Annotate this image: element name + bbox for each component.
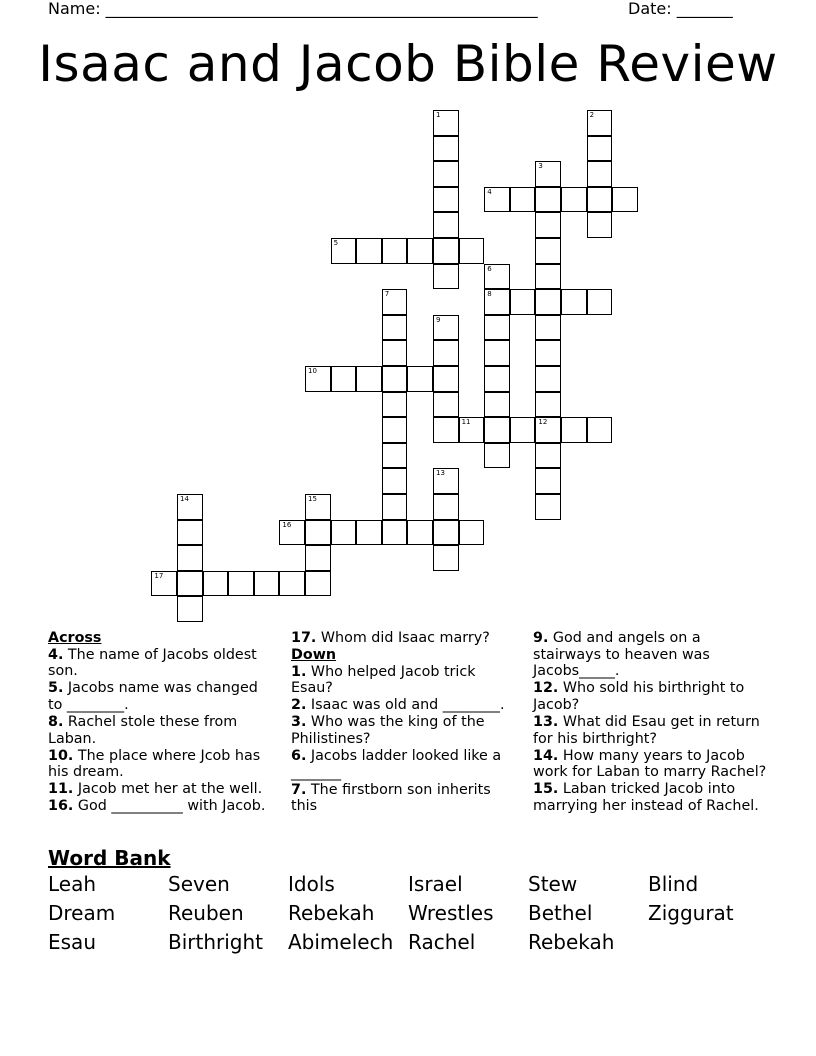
down-clue	[291, 782, 516, 815]
word-bank-word: Esau	[48, 930, 96, 954]
down-clue	[291, 748, 516, 781]
clue-text: Laban tricked Jacob into marrying her instead of Rachel.	[533, 781, 759, 814]
grid-cell[interactable]	[177, 494, 203, 520]
clues-column-2	[291, 630, 516, 816]
across-heading: Across	[48, 630, 102, 646]
grid-cell[interactable]	[535, 315, 561, 341]
clue-text: How many years to Jacob work for Laban to marry Rachel?	[533, 747, 767, 781]
clue-number-label: 7.	[291, 781, 307, 798]
clue-number: 1	[436, 111, 441, 119]
down-clue	[291, 714, 516, 747]
grid-cell[interactable]	[331, 366, 357, 392]
grid-cell[interactable]	[587, 289, 613, 315]
word-bank-word: Stew	[528, 872, 578, 896]
clue-number-label: 2.	[291, 697, 307, 714]
grid-cell[interactable]	[510, 187, 536, 213]
down-clue	[533, 680, 773, 713]
grid-cell[interactable]	[561, 289, 587, 315]
clue-number: 8	[487, 290, 492, 299]
clue-number: 11	[461, 418, 471, 427]
grid-cell[interactable]	[433, 468, 459, 494]
grid-cell[interactable]	[459, 238, 485, 264]
clue-number-label: 16.	[48, 798, 74, 815]
clue-text: Jacobs ladder looked like a _______	[291, 748, 502, 781]
grid-cell[interactable]	[535, 289, 561, 315]
grid-cell[interactable]	[535, 468, 561, 494]
clue-number: 16	[282, 520, 292, 529]
grid-cell[interactable]	[535, 264, 561, 290]
clue-number-label: 9.	[533, 630, 549, 646]
grid-cell[interactable]	[356, 520, 382, 546]
clue-text: Isaac was old and ________.	[306, 697, 505, 714]
grid-cell[interactable]	[279, 520, 305, 546]
clues-column-1	[48, 630, 276, 816]
clue-number: 2	[589, 111, 595, 119]
clues-column-3	[533, 630, 773, 815]
clue-number-label: 14.	[533, 747, 559, 764]
grid-cell[interactable]	[561, 187, 587, 213]
clue-number-label: 8.	[48, 713, 64, 730]
grid-cell[interactable]	[151, 571, 177, 597]
word-bank-word: Birthright	[168, 930, 264, 954]
grid-cell[interactable]	[484, 417, 510, 443]
grid-cell[interactable]	[331, 238, 357, 264]
grid-cell[interactable]	[433, 315, 459, 341]
grid-cell[interactable]	[382, 315, 408, 341]
grid-cell[interactable]	[587, 161, 613, 187]
clue-number: 4	[487, 187, 492, 196]
word-bank-word: Rebekah	[528, 930, 615, 954]
clue-text: Whom did Isaac marry?	[316, 630, 490, 646]
word-bank-word: Rachel	[408, 930, 476, 954]
clue-number: 17	[154, 571, 164, 580]
name-line: Name: ______________________________________________________	[48, 0, 538, 18]
clue-text: God __________ with Jacob.	[73, 798, 266, 815]
down-heading: Down	[291, 647, 337, 664]
down-clue	[291, 697, 516, 714]
grid-cell[interactable]	[382, 417, 408, 443]
grid-cell[interactable]	[305, 545, 331, 571]
grid-cell[interactable]	[382, 366, 408, 392]
grid-cell[interactable]	[535, 161, 561, 187]
clue-number: 5	[333, 239, 339, 247]
word-bank-word: Leah	[48, 872, 97, 896]
grid-cell[interactable]	[382, 494, 408, 520]
across-clue	[291, 630, 516, 647]
grid-cell[interactable]	[177, 520, 203, 546]
grid-cell[interactable]	[382, 340, 408, 366]
grid-cell[interactable]	[459, 520, 485, 546]
clue-number: 10	[308, 367, 317, 375]
clue-number-label: 10.	[48, 747, 74, 764]
page-title: Isaac and Jacob Bible Review	[38, 35, 778, 93]
grid-cell[interactable]	[433, 161, 459, 187]
clue-number: 13	[436, 469, 445, 478]
grid-cell[interactable]	[433, 340, 459, 366]
clue-text: Who sold his birthright to Jacob?	[533, 680, 745, 713]
grid-cell[interactable]	[535, 392, 561, 418]
grid-cell[interactable]	[561, 417, 587, 443]
grid-cell[interactable]	[535, 366, 561, 392]
clue-text: Jacobs name was changed to ________.	[48, 680, 258, 713]
word-bank-word: Reuben	[168, 901, 244, 925]
clue-text: The name of Jacobs oldest son.	[48, 646, 257, 680]
grid-cell[interactable]	[356, 366, 382, 392]
grid-cell[interactable]	[382, 289, 408, 315]
grid-cell[interactable]	[535, 212, 561, 238]
word-bank-word: Rebekah	[288, 901, 375, 925]
word-bank-word: Israel	[408, 872, 463, 896]
grid-cell[interactable]	[535, 340, 561, 366]
grid-cell[interactable]	[535, 417, 561, 443]
grid-cell[interactable]	[484, 264, 510, 290]
down-clue	[533, 748, 773, 781]
across-clue	[48, 798, 276, 815]
grid-cell[interactable]	[535, 494, 561, 520]
grid-cell[interactable]	[254, 571, 280, 597]
grid-cell[interactable]	[382, 238, 408, 264]
clue-text: What did Esau get in return for his birthright?	[533, 713, 760, 747]
grid-cell[interactable]	[484, 366, 510, 392]
grid-cell[interactable]	[535, 443, 561, 469]
grid-cell[interactable]	[433, 545, 459, 571]
grid-cell[interactable]	[382, 443, 408, 469]
down-clue	[533, 630, 773, 680]
grid-cell[interactable]	[510, 417, 536, 443]
grid-cell[interactable]	[228, 571, 254, 597]
grid-cell[interactable]	[433, 238, 459, 264]
down-clue	[533, 781, 773, 814]
grid-cell[interactable]	[587, 110, 613, 136]
clue-text: The place where Jcob has his dream.	[48, 747, 261, 781]
clue-number-label: 13.	[533, 713, 559, 730]
across-clue	[48, 781, 276, 798]
grid-cell[interactable]	[382, 468, 408, 494]
word-bank-word: Dream	[48, 901, 116, 925]
grid-cell[interactable]	[484, 315, 510, 341]
down-clue	[291, 664, 516, 697]
word-bank-word: Idols	[288, 872, 335, 896]
grid-cell[interactable]	[356, 238, 382, 264]
grid-cell[interactable]	[177, 596, 203, 622]
across-clue	[48, 680, 276, 713]
grid-cell[interactable]	[305, 366, 331, 392]
grid-cell[interactable]	[305, 571, 331, 597]
date-line: Date: _______	[628, 0, 733, 18]
clue-number-label: 3.	[291, 714, 307, 731]
grid-cell[interactable]	[433, 392, 459, 418]
grid-cell[interactable]	[484, 340, 510, 366]
grid-cell[interactable]	[305, 494, 331, 520]
grid-cell[interactable]	[535, 187, 561, 213]
clue-number-label: 12.	[533, 680, 559, 697]
clue-number: 9	[436, 315, 441, 324]
word-bank-word: Seven	[168, 872, 230, 896]
grid-cell[interactable]	[587, 187, 613, 213]
grid-cell[interactable]	[433, 187, 459, 213]
clue-text: Who helped Jacob trick Esau?	[291, 663, 476, 697]
grid-cell[interactable]	[407, 238, 433, 264]
grid-cell[interactable]	[484, 443, 510, 469]
clue-number-label: 15.	[533, 781, 559, 798]
grid-cell[interactable]	[535, 238, 561, 264]
word-bank-word: Bethel	[528, 901, 593, 925]
grid-cell[interactable]	[203, 571, 229, 597]
grid-cell[interactable]	[587, 212, 613, 238]
grid-cell[interactable]	[433, 110, 459, 136]
word-bank-word: Wrestles	[408, 901, 494, 925]
word-bank-word: Abimelech	[288, 930, 394, 954]
across-clue	[48, 647, 276, 680]
grid-cell[interactable]	[484, 289, 510, 315]
grid-cell[interactable]	[382, 392, 408, 418]
grid-cell[interactable]	[459, 417, 485, 443]
clue-text: God and angels on a stairways to heaven was Jacobs_____.	[533, 630, 710, 680]
grid-cell[interactable]	[587, 417, 613, 443]
down-clue	[533, 714, 773, 747]
clue-text: The firstborn son inherits this	[291, 781, 491, 815]
grid-cell[interactable]	[305, 520, 331, 546]
grid-cell[interactable]	[433, 494, 459, 520]
clue-number: 7	[384, 290, 390, 299]
clue-number: 14	[180, 495, 189, 503]
grid-cell[interactable]	[433, 417, 459, 443]
grid-cell[interactable]	[484, 187, 510, 213]
word-bank	[48, 872, 788, 955]
clue-text: Who was the king of the Philistines?	[291, 714, 485, 748]
grid-cell[interactable]	[407, 366, 433, 392]
word-bank-word: Ziggurat	[648, 901, 734, 925]
clue-number: 6	[487, 264, 492, 273]
grid-cell[interactable]	[177, 571, 203, 597]
grid-cell[interactable]	[433, 136, 459, 162]
grid-cell[interactable]	[407, 520, 433, 546]
grid-cell[interactable]	[510, 289, 536, 315]
clue-number-label: 6.	[291, 748, 307, 765]
grid-cell[interactable]	[612, 187, 638, 213]
grid-cell[interactable]	[433, 520, 459, 546]
clue-number: 12	[538, 418, 548, 427]
word-bank-word: Blind	[648, 872, 699, 896]
clue-number-label: 1.	[291, 663, 307, 680]
clue-text: Jacob met her at the well.	[73, 781, 263, 798]
grid-cell[interactable]	[484, 392, 510, 418]
grid-cell[interactable]	[433, 366, 459, 392]
clue-number-label: 5.	[48, 680, 64, 697]
clue-number: 3	[538, 162, 543, 171]
grid-cell[interactable]	[382, 520, 408, 546]
clue-number: 15	[308, 495, 317, 503]
grid-cell[interactable]	[279, 571, 305, 597]
across-clue	[48, 748, 276, 781]
across-clue	[48, 714, 276, 747]
clue-number-label: 11.	[48, 781, 74, 798]
clue-number-label: 4.	[48, 646, 64, 663]
grid-cell[interactable]	[587, 136, 613, 162]
grid-cell[interactable]	[433, 212, 459, 238]
grid-cell[interactable]	[331, 520, 357, 546]
word-bank-title: Word Bank	[48, 846, 171, 870]
grid-cell[interactable]	[177, 545, 203, 571]
grid-cell[interactable]	[433, 264, 459, 290]
clue-number-label: 17.	[291, 630, 317, 646]
clue-text: Rachel stole these from Laban.	[48, 713, 238, 747]
